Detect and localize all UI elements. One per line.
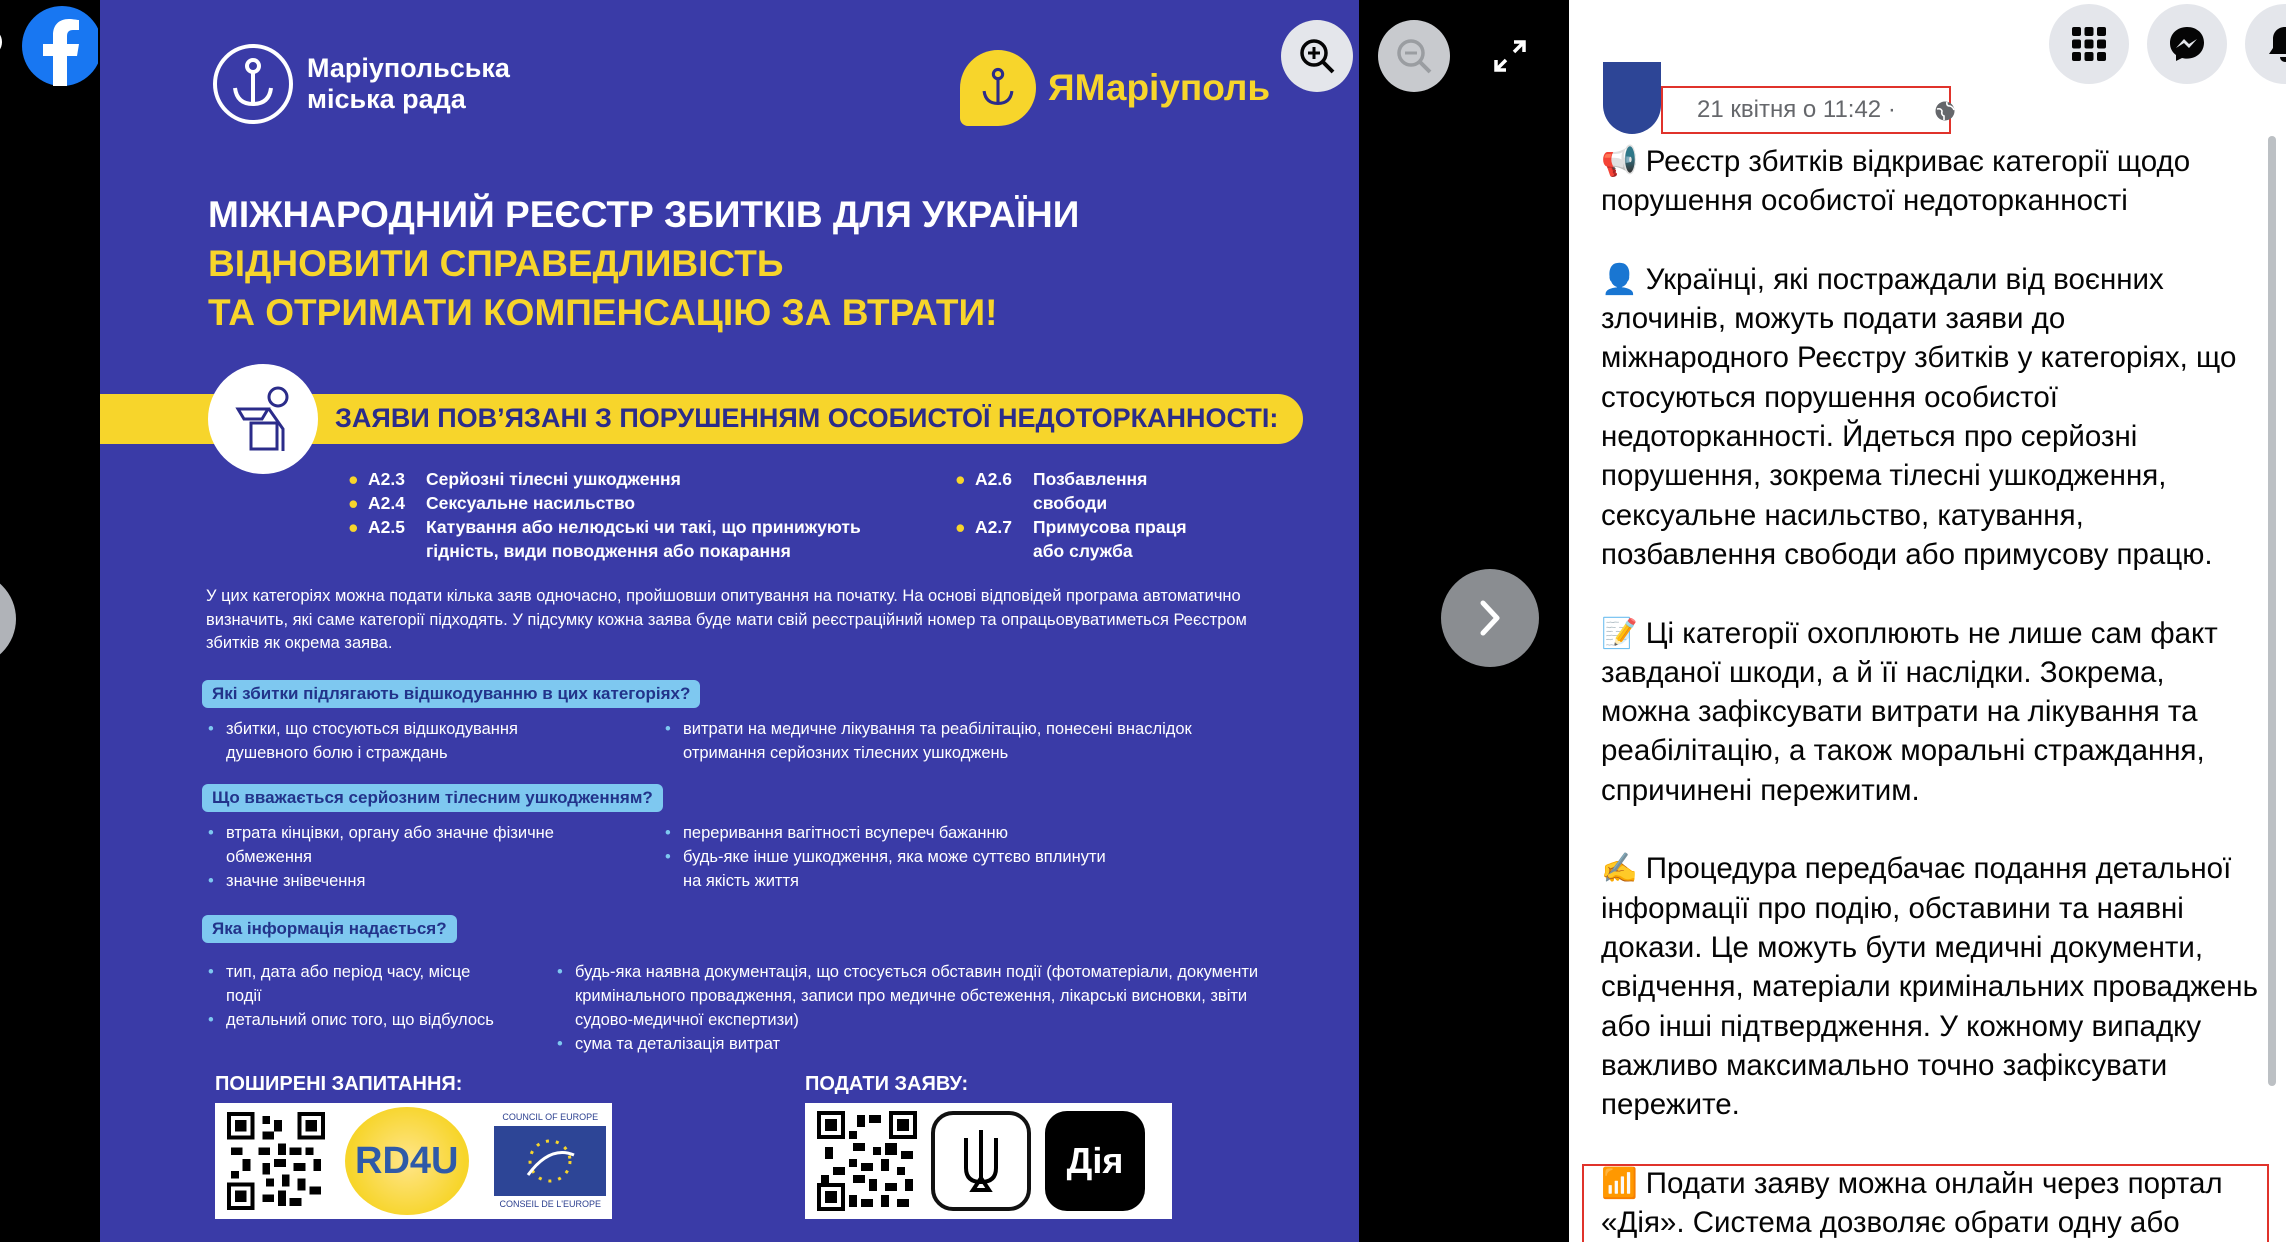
list-item: • витрати на медичне лікування та реабілітацію, понесені внаслідок отримання серйозних тілесних ушкоджень (665, 720, 1192, 762)
list-item: • тип, дата або період часу, місце події (208, 963, 471, 1005)
council-name: Маріупольська міська рада (307, 53, 510, 114)
memo-icon: 📝 (1601, 616, 1638, 650)
category-item: ● A2.5 Катування або нелюдські чи такі, що принижують гідність, види поводження або покарання (348, 517, 861, 561)
notifications-button[interactable] (2245, 4, 2286, 84)
headline-line-3: ТА ОТРИМАТИ КОМПЕНСАЦІЮ ЗА ВТРАТИ! (208, 292, 998, 333)
qr-code-icon[interactable] (227, 1111, 325, 1211)
next-photo-button[interactable] (1441, 569, 1539, 667)
post-paragraph: 📶 Подати заяву можна онлайн через портал «Дія». Система дозволяє обрати одну або (1601, 1166, 2223, 1240)
messenger-icon (2167, 24, 2207, 64)
fullscreen-button[interactable] (1474, 20, 1546, 92)
post-pane (1569, 0, 2286, 1242)
writing-hand-icon: ✍️ (1601, 852, 1638, 886)
faq-heading: ПОШИРЕНІ ЗАПИТАННЯ: (215, 1073, 463, 1095)
menu-grid-icon (2070, 25, 2108, 63)
zoom-in-button[interactable] (1281, 20, 1353, 92)
category-item: ● A2.3 Серйозні тілесні ушкодження (348, 469, 681, 489)
post-paragraph: ✍️ Процедура передбачає подання детальної інформації про подію, обставини та наявні докази. Це можуть бути медичні документи, свідчення, матеріали кримінальних проваджень або інші підтвердження. У кожному випадку важливо максимально точно зафіксувати пережите. (1601, 852, 2258, 1122)
poster-paragraph: У цих категоріях можна подати кілька заяв одночасно, пройшовши опитування на початку. На основі відповідей програма автоматично визначить, які саме категорії підходять. У підсумку кожна заява буде мати свій реєстраційний номер та опрацьовуватиметься Реєстром збитків як окрема заява. (206, 587, 1247, 652)
previous-photo-button[interactable] (0, 572, 16, 666)
fullscreen-icon (1492, 38, 1528, 74)
rd4u-logo: RD4U (345, 1107, 469, 1215)
list-item: • будь-яке інше ушкодження, яка може суттєво вплинути на якість життя (665, 848, 1106, 890)
list-item: • переривання вагітності всупереч бажанню (665, 824, 1008, 842)
list-item: • збитки, що стосуються відшкодування душевного болю і страждань (208, 720, 518, 762)
apply-heading: ПОДАТИ ЗАЯВУ: (805, 1073, 969, 1095)
broken-person-icon (208, 364, 318, 474)
q1-left-list (208, 717, 568, 765)
question-label-2: Що вважається серйозним тілесним ушкодженням? (202, 784, 663, 812)
council-of-europe-logo: COUNCIL OF EUROPE CONSEIL DE L'EUROPE (489, 1112, 613, 1210)
list-item: • втрата кінцівки, органу або значне фізичне обмеження (208, 824, 554, 866)
avatar[interactable] (1603, 62, 1661, 134)
zoom-out-button[interactable] (1378, 20, 1450, 92)
q2-right-list (665, 821, 1125, 893)
trident-icon (931, 1111, 1031, 1211)
facebook-logo-icon[interactable] (7, 6, 98, 86)
list-item: • значне знівечення (208, 872, 366, 890)
brand-name: ЯМаріуполь (1048, 67, 1271, 108)
qr-code-icon[interactable] (817, 1111, 917, 1211)
zoom-in-icon (1298, 37, 1336, 75)
megaphone-icon: 📢 (1601, 145, 1638, 178)
list-item: • сума та деталізація витрат (557, 1035, 781, 1053)
list-item: • будь-яка наявна документація, що стосується обставин події (фотоматеріали, документи кримінального провадження, записи про медичне обстеження, лікарські висновки, звіти судово-медичної експертизи) (557, 963, 1259, 1029)
zoom-out-icon (1395, 37, 1433, 75)
poster-image (100, 0, 1359, 1242)
person-icon: 👤 (1601, 262, 1638, 296)
categories-left (348, 467, 1028, 563)
q3-left-list (208, 960, 498, 1032)
q2-left-list (208, 821, 568, 893)
paragraph-highlight (1582, 1164, 2269, 1242)
bell-icon (2267, 24, 2286, 64)
scrollbar[interactable] (2268, 136, 2276, 1086)
chevron-right-icon (1475, 597, 1505, 639)
council-logo (213, 44, 547, 124)
categories-right (955, 467, 1215, 563)
post-timestamp[interactable]: 21 квітня о 11:42 · (1697, 96, 1896, 123)
stars-icon (494, 1126, 606, 1196)
poster-headline (208, 190, 1308, 337)
edge-fragment (0, 30, 2, 54)
question-label-3: Яка інформація надається? (202, 915, 457, 943)
question-label-1: Які збитки підлягають відшкодуванню в цих категоріях? (202, 680, 700, 708)
list-item: • детальний опис того, що відбулось (208, 1011, 494, 1029)
diia-logo: Дія (1045, 1111, 1145, 1211)
anchor-icon (960, 50, 1036, 126)
category-item: ● A2.6 Позбавлення свободи (955, 469, 1148, 513)
q1-right-list (665, 717, 1225, 765)
q3-right-list (557, 960, 1297, 1056)
section-title: ЗАЯВИ ПОВ’ЯЗАНІ З ПОРУШЕННЯМ ОСОБИСТОЇ НЕДОТОРКАННОСТІ: (335, 403, 1279, 433)
post-paragraph: 👤 Українці, які постраждали від воєнних злочинів, можуть подати заяви до міжнародного Реєстру збитків у категоріях, що стосуються порушення особистої недоторканності. Йдеться про серйозні порушення, зокрема тілесні ушкодження, сексуальне насильство, катування, позбавлення свободи або примусову працю. (1601, 262, 2237, 571)
signal-icon: 📶 (1601, 1166, 1638, 1200)
menu-button[interactable] (2049, 4, 2129, 84)
brand-logo (960, 50, 1270, 126)
headline-line-2: ВІДНОВИТИ СПРАВЕДЛИВІСТЬ (208, 243, 784, 284)
globe-icon (1934, 100, 1956, 122)
category-item: ● A2.7 Примусова праця або служба (955, 517, 1187, 561)
headline-line-1: МІЖНАРОДНИЙ РЕЄСТР ЗБИТКІВ ДЛЯ УКРАЇНИ (208, 194, 1080, 235)
messenger-button[interactable] (2147, 4, 2227, 84)
category-item: ● A2.4 Сексуальне насильство (348, 493, 636, 513)
post-paragraph: 📝 Ці категорії охоплюють не лише сам факт завданої шкоди, а й її наслідки. Зокрема, можна зафіксувати витрати на лікування та реабілітацію, а також моральні страждання, спричинені пережитим. (1601, 616, 2218, 807)
faq-panel (215, 1103, 612, 1219)
post-paragraph: 📢 Реєстр збитків відкриває категорії щодо порушення особистої недоторканності (1601, 145, 2191, 218)
anchor-icon (213, 44, 293, 124)
apply-panel (805, 1103, 1172, 1219)
post-body (1601, 142, 2261, 1242)
